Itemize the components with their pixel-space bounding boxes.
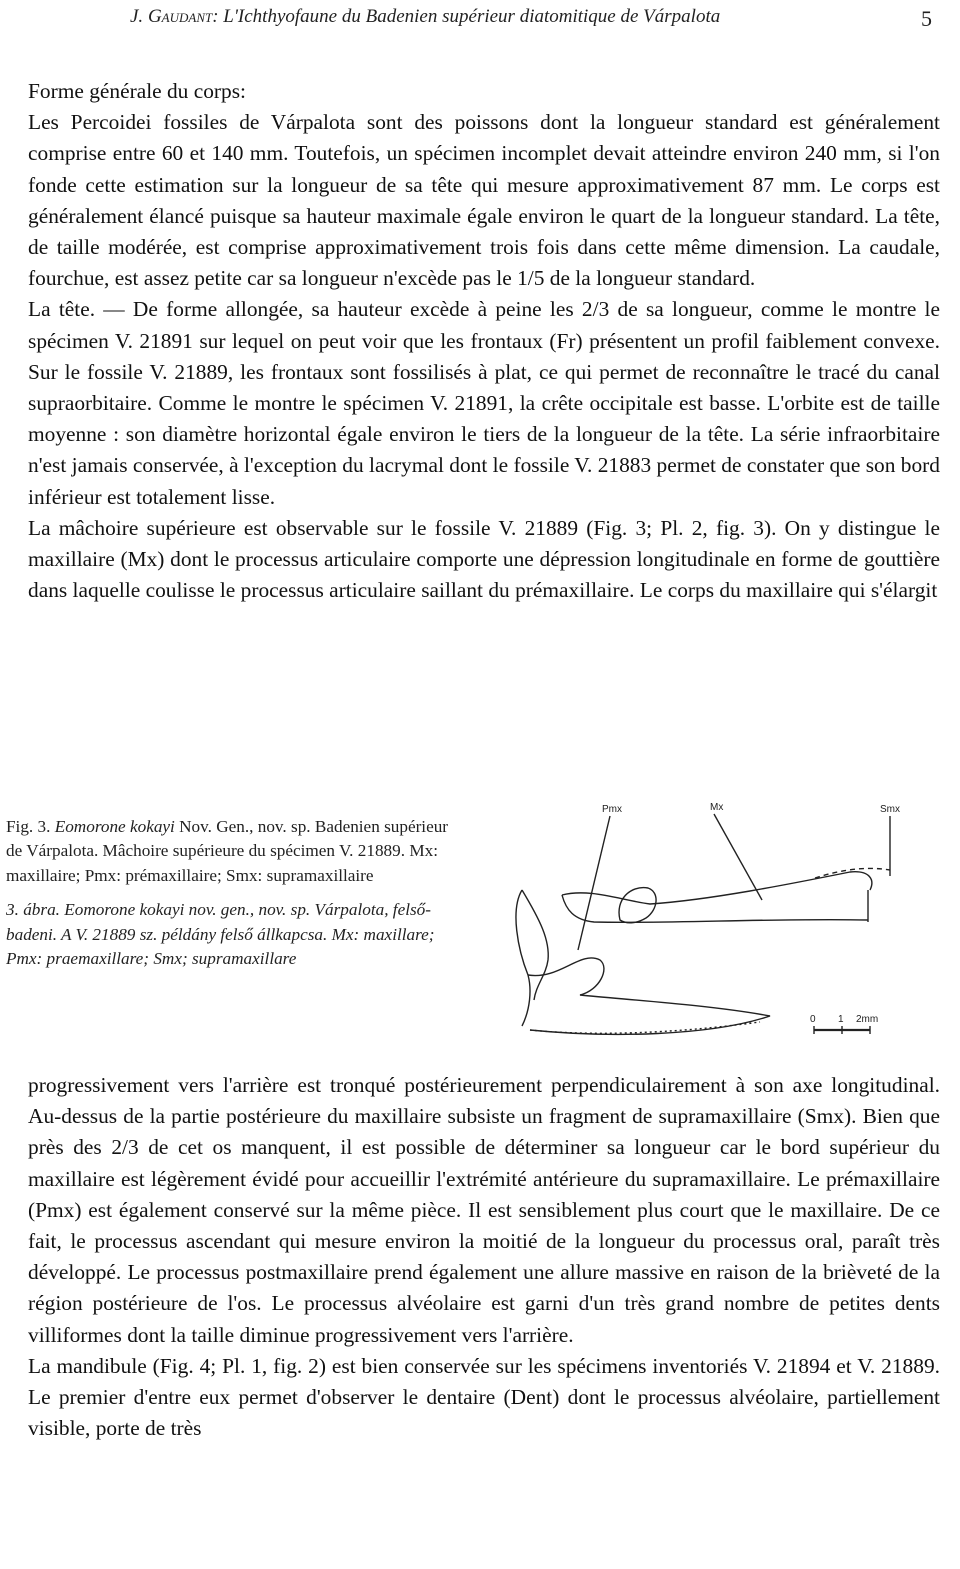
maxilla-upper-outline [562, 872, 872, 904]
premaxilla-ascending-outline [516, 890, 530, 1026]
jaw-drawing-svg [470, 800, 948, 1050]
section-heading: Forme générale du corps: [28, 79, 246, 103]
leader-pmx [578, 816, 610, 950]
caption-hungarian: 3. ábra. Eomorone kokayi nov. gen., nov. sp. Várpalota, felső-badeni. A V. 21889 sz. példány felső állkapcsa. Mx: maxillare; Pmx: praemaxillare; Smx; supramaxillare [6, 900, 435, 969]
leader-mx [714, 814, 762, 900]
premaxilla-inner-outline [522, 890, 548, 1000]
label-smx: Smx [880, 804, 900, 815]
label-mx: Mx [710, 802, 724, 813]
paragraph-maxilla-continued: progressivement vers l'arrière est tronqué postérieurement perpendiculairement à son axe longitudinal. Au-dessus de la partie postérieure du maxillaire subsiste un fragment de supramaxillaire (Smx). Bien que près des 2/3 de cet os manquent, il est possible de déterminer sa longueur car le bord supérieur du maxillaire est légèrement évidé pour accueillir l'extrémité antérieure du supramaxillaire. Le prémaxillaire (Pmx) est également conservé sur la même pièce. Il est sensiblement plus court que le maxillaire. De ce fait, le processus ascendant qui mesure environ la moitié de la longueur du processus oral, paraît très développé. Le processus postmaxillaire prend également une allure massive en raison de la brièveté de la région postérieure de l'os. Le processus alvéolaire est garni d'un très grand nombre de petites dents villiformes dont la taille diminue progressivement vers l'arrière. [28, 1073, 940, 1347]
scale-label-1: 1 [838, 1014, 844, 1025]
running-title: J. Gaudant: L'Ichthyofaune du Badenien supérieur diatomitique de Várpalota [130, 6, 721, 27]
articular-process [619, 888, 656, 923]
scale-label-2mm: 2mm [856, 1014, 879, 1025]
body-text-top [28, 76, 940, 606]
body-text-bottom [28, 1070, 940, 1444]
paragraph-mandible: La mandibule (Fig. 4; Pl. 1, fig. 2) est bien conservée sur les spécimens inventoriés V. 21894 et V. 21889. Le premier d'entre eux permet d'observer le dentaire (Dent) dont le processus alvéolaire, partiellement visible, porte de très [28, 1353, 940, 1441]
page-number: 5 [921, 6, 932, 31]
premaxilla-oral-process [528, 958, 770, 1034]
label-pmx: Pmx [602, 804, 622, 815]
scale-label-0: 0 [810, 1014, 816, 1025]
paragraph-body-shape: Les Percoidei fossiles de Várpalota sont des poissons dont la longueur standard est généralement comprise entre 60 et 140 mm. Toutefois, un spécimen incomplet devait atteindre environ 240 mm, si l'on fonde cette estimation sur la longueur de sa tête qui mesure approximativement 87 mm. Le corps est généralement élancé puisque sa hauteur maximale égale environ le quart de la longueur standard. La tête, de taille modérée, est comprise approximativement trois fois dans cette même dimension. La caudale, fourchue, est assez petite car sa longueur n'excède pas le 1/5 de la longueur standard. [28, 110, 940, 291]
figure-caption [6, 815, 454, 971]
figure-upper-jaw-drawing [470, 800, 948, 1050]
maxilla-lower-outline [562, 895, 868, 922]
caption-french: Fig. 3. Eomorone kokayi Nov. Gen., nov. sp. Badenien supérieur de Várpalota. Mâchoire supérieure du spécimen V. 21889. Mx: maxillaire; Pmx: prémaxillaire; Smx: supramaxillaire [6, 817, 449, 885]
teeth-row [530, 1022, 760, 1033]
paragraph-head: La tête. — De forme allongée, sa hauteur excède à peine les 2/3 de sa longueur, comme le montre le spécimen V. 21891 sur lequel on peut voir que les frontaux (Fr) présentent un profil faiblement convexe. Sur le fossile V. 21889, les frontaux sont fossilisés à plat, ce qui permet de reconnaître le tracé du canal supraorbitaire. Comme le montre le spécimen V. 21891, la crête occipitale est basse. L'orbite est de taille moyenne : son diamètre horizontal égale environ le tiers de la longueur de la tête. La série infraorbitaire n'est jamais conservée, à l'exception du lacrymal dont le fossile V. 21883 permet de constater que son bord inférieur est totalement lisse. [28, 297, 940, 509]
running-header [130, 6, 932, 32]
paragraph-upper-jaw: La mâchoire supérieure est observable sur le fossile V. 21889 (Fig. 3; Pl. 2, fig. 3). On y distingue le maxillaire (Mx) dont le processus articulaire comporte une dépression longitudinale en forme de gouttière dans laquelle coulisse le processus articulaire saillant du prémaxillaire. Le corps du maxillaire qui s'élargit [28, 515, 940, 603]
